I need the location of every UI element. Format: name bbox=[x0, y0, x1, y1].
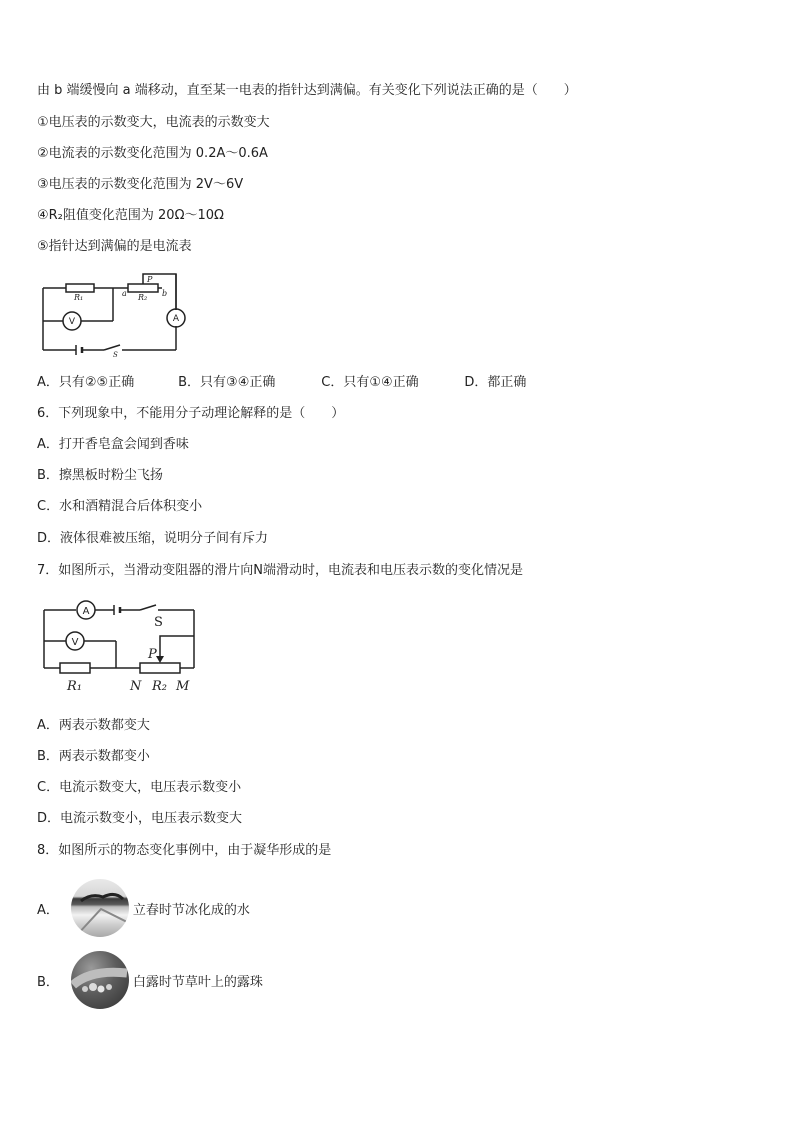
q5-label-a: a bbox=[122, 289, 127, 298]
q5-label-s: S bbox=[113, 351, 118, 358]
q8-option-b-letter: B． bbox=[37, 974, 59, 990]
q5-r2-resistor bbox=[128, 284, 158, 292]
q7-label-r2: R₂ bbox=[152, 679, 167, 694]
q5-option-a[interactable]: A．只有②⑤正确 bbox=[37, 375, 135, 390]
q7-slider-arrow bbox=[156, 656, 164, 663]
q7-label-s: S bbox=[154, 615, 163, 630]
q5-label-r1: R₁ bbox=[74, 293, 84, 302]
q8-option-a[interactable] bbox=[37, 879, 250, 937]
q5-circuit-diagram bbox=[38, 270, 188, 358]
q5-label-v: V bbox=[68, 317, 76, 327]
q7-label-n: N bbox=[130, 679, 142, 694]
q7-option-c[interactable]: C．电流示数变大，电压表示数变小 bbox=[37, 780, 242, 795]
q5-switch bbox=[104, 345, 120, 350]
q7-label-r1: R₁ bbox=[67, 679, 82, 694]
q6-option-b[interactable]: B．擦黑板时粉尘飞扬 bbox=[37, 468, 163, 483]
q6-option-c[interactable]: C．水和酒精混合后体积变小 bbox=[37, 499, 203, 514]
q5-option-d[interactable]: D．都正确 bbox=[464, 375, 527, 390]
q7-label-v: V bbox=[71, 637, 79, 648]
q6-stem: 6．下列现象中，不能用分子动理论解释的是（ ） bbox=[37, 406, 345, 421]
q5-statement-1: ①电压表的示数变大，电流表的示数变大 bbox=[37, 115, 270, 130]
q8-option-a-photo bbox=[71, 879, 129, 937]
q5-label-p: P bbox=[147, 275, 153, 284]
q5-statement-2: ②电流表的示数变化范围为 0.2A～0.6A bbox=[37, 146, 268, 161]
q6-option-d[interactable]: D．液体很难被压缩，说明分子间有斥力 bbox=[37, 531, 269, 546]
q7-switch bbox=[140, 605, 156, 610]
q7-label-p: P bbox=[148, 647, 157, 662]
q5-statement-3: ③电压表的示数变化范围为 2V～6V bbox=[37, 177, 244, 192]
q8-stem: 8．如图所示的物态变化事例中，由于凝华形成的是 bbox=[37, 843, 332, 858]
q7-option-b[interactable]: B．两表示数都变小 bbox=[37, 749, 150, 764]
q5-options bbox=[37, 375, 526, 391]
q5-statement-4: ④R₂阻值变化范围为 20Ω～10Ω bbox=[37, 208, 224, 223]
q7-option-d[interactable]: D．电流示数变小，电压表示数变大 bbox=[37, 811, 243, 826]
q8-option-b-photo bbox=[71, 951, 129, 1009]
q8-option-b-text: 白露时节草叶上的露珠 bbox=[132, 974, 263, 990]
q7-stem: 7．如图所示，当滑动变阻器的滑片向N端滑动时，电流表和电压表示数的变化情况是 bbox=[37, 563, 523, 578]
q5-option-b[interactable]: B．只有③④正确 bbox=[178, 375, 276, 390]
q8-option-a-letter: A． bbox=[37, 902, 59, 918]
q7-r2-resistor bbox=[140, 663, 180, 673]
q7-label-m: M bbox=[176, 679, 190, 694]
q7-option-a[interactable]: A．两表示数都变大 bbox=[37, 718, 150, 733]
q8-option-b[interactable] bbox=[37, 951, 263, 1009]
q5-option-c[interactable]: C．只有①④正确 bbox=[321, 375, 419, 390]
q5-r1-resistor bbox=[66, 284, 94, 292]
q5-label-amm: A bbox=[172, 314, 180, 324]
q7-label-amm: A bbox=[82, 606, 90, 617]
q5-label-b: b bbox=[162, 289, 168, 298]
q7-r1-resistor bbox=[60, 663, 90, 673]
q5-stem: 由 b 端缓慢向 a 端移动，直至某一电表的指针达到满偏。有关变化下列说法正确的是（ ） bbox=[37, 83, 577, 98]
q5-label-r2: R₂ bbox=[138, 293, 148, 302]
q8-option-a-text: 立春时节冰化成的水 bbox=[132, 902, 250, 918]
q7-circuit-diagram bbox=[36, 596, 200, 696]
q6-option-a[interactable]: A．打开香皂盒会闻到香味 bbox=[37, 437, 189, 452]
q5-statement-5: ⑤指针达到满偏的是电流表 bbox=[37, 239, 192, 254]
